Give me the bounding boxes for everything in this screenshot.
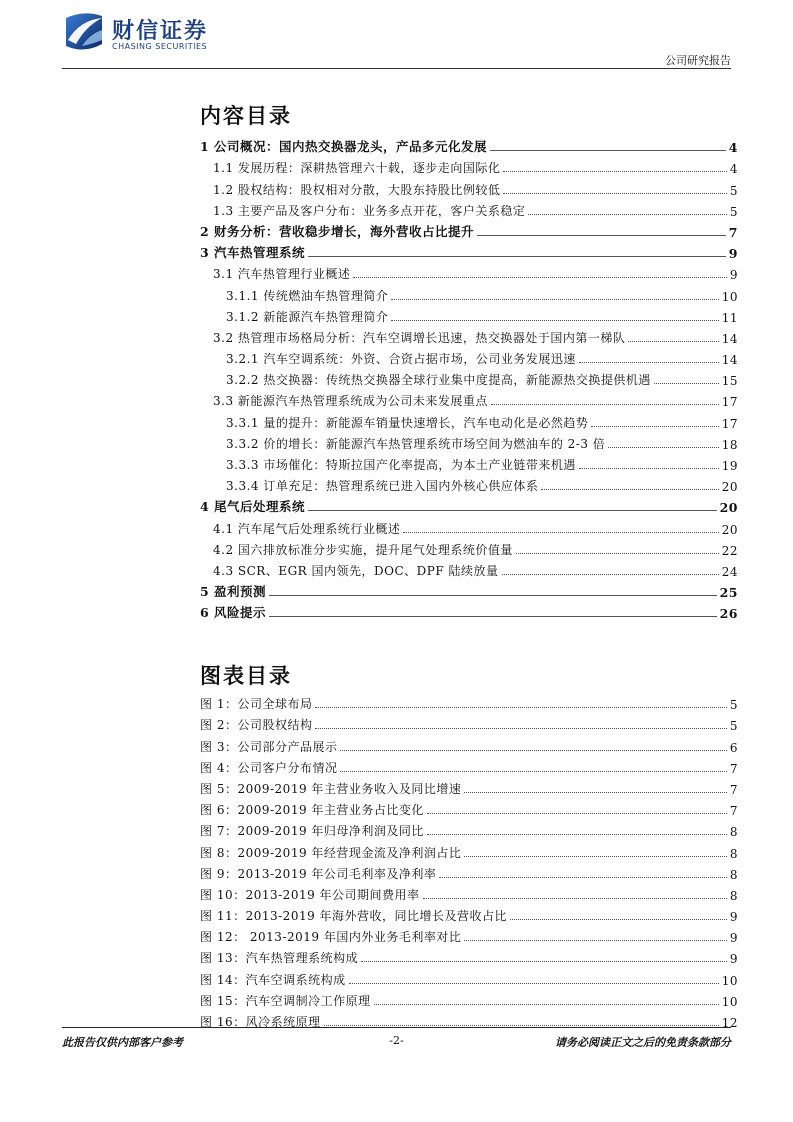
- dot-leader: [502, 574, 719, 575]
- chasing-securities-logo-icon: [62, 10, 106, 54]
- figure-entry-text: 图 14：汽车空调系统构成: [200, 972, 346, 987]
- toc-entry-text: 3.1.2 新能源汽车热管理简介: [226, 309, 389, 324]
- toc-entry-page: 25: [719, 585, 738, 601]
- dot-leader: [464, 940, 727, 941]
- toc-entry-page: 14: [721, 331, 738, 346]
- toc-entry[interactable]: [200, 515, 738, 536]
- dot-leader: [353, 277, 726, 278]
- dot-leader: [510, 919, 727, 920]
- table-of-contents: [200, 134, 738, 621]
- figure-entry[interactable]: [200, 903, 738, 924]
- toc-entry[interactable]: [200, 409, 738, 430]
- toc-entry[interactable]: [200, 134, 738, 155]
- toc-entry-text: 1.2 股权结构：股权相对分散，大股东持股比例较低: [213, 182, 501, 197]
- toc-entry-text: 3.2.2 热交换器：传统热交换器全球行业集中度提高，新能源热交换提供机遇: [226, 373, 651, 388]
- dot-leader: [308, 510, 717, 511]
- toc-entry[interactable]: [200, 176, 738, 197]
- toc-entry-page: 5: [729, 204, 738, 219]
- toc-entry-text: 3.3.2 价的增长：新能源汽车热管理系统市场空间为燃油车的 2-3 倍: [226, 436, 606, 451]
- figure-entry[interactable]: [200, 776, 738, 797]
- dot-leader: [490, 150, 726, 151]
- dot-leader: [340, 771, 726, 772]
- toc-entry[interactable]: [200, 325, 738, 346]
- toc-entry[interactable]: [200, 346, 738, 367]
- toc-entry-page: 20: [721, 522, 738, 537]
- figure-entry-page: 10: [721, 994, 738, 1009]
- figure-entry-text: 图 9：2013-2019 年公司毛利率及净利率: [200, 866, 437, 881]
- dot-leader: [269, 595, 717, 596]
- dot-leader: [491, 404, 719, 405]
- dot-leader: [579, 362, 719, 363]
- dot-leader: [324, 1025, 719, 1026]
- dot-leader: [503, 193, 726, 194]
- page-header: [0, 0, 793, 70]
- toc-entry-text: 4.3 SCR、EGR 国内领先，DOC、DPF 陆续放量: [213, 563, 499, 578]
- toc-entry-text: 4.2 国六排放标准分步实施，提升尾气处理系统价值量: [213, 542, 513, 557]
- footer-disclaimer-right: 请务必阅读正文之后的免责条款部分: [555, 1036, 731, 1049]
- figure-entry[interactable]: [200, 818, 738, 839]
- toc-entry-text: 6 风险提示: [200, 605, 267, 621]
- toc-entry[interactable]: [200, 600, 738, 621]
- dot-leader: [541, 489, 718, 490]
- report-type-label: 公司研究报告: [665, 54, 731, 67]
- figure-entry[interactable]: [200, 945, 738, 966]
- toc-entry-page: 9: [729, 268, 738, 283]
- logo-english-name: CHASING SECURITIES: [112, 42, 208, 51]
- toc-entry-page: 17: [721, 395, 738, 410]
- figure-entry[interactable]: [200, 861, 738, 882]
- figure-entry-page: 8: [729, 888, 738, 903]
- footer-disclaimer-left: 此报告仅供内部客户参考: [62, 1036, 183, 1049]
- toc-entry-page: 18: [721, 437, 738, 452]
- toc-entry[interactable]: [200, 304, 738, 325]
- toc-entry-text: 3.1 汽车热管理行业概述: [213, 267, 351, 282]
- toc-entry-page: 4: [729, 162, 738, 177]
- toc-entry-page: 26: [719, 606, 738, 622]
- toc-entry[interactable]: [200, 219, 738, 240]
- dot-leader: [579, 468, 719, 469]
- figure-entry-text: 图 15：汽车空调制冷工作原理: [200, 993, 371, 1008]
- toc-entry-text: 2 财务分析：营收稳步增长，海外营收占比提升: [200, 223, 475, 239]
- toc-entry[interactable]: [200, 282, 738, 303]
- toc-entry[interactable]: [200, 431, 738, 452]
- toc-entry-page: 14: [721, 353, 738, 368]
- dot-leader: [269, 616, 717, 617]
- figure-entry-text: 图 3：公司部分产品展示: [200, 739, 338, 754]
- figure-entry[interactable]: [200, 691, 738, 712]
- dot-leader: [464, 856, 726, 857]
- dot-leader: [315, 728, 726, 729]
- toc-entry[interactable]: [200, 494, 738, 515]
- figure-entry[interactable]: [200, 712, 738, 733]
- figure-entry-text: 图 7：2009-2019 年归母净利润及同比: [200, 824, 424, 839]
- figure-entry-page: 8: [729, 867, 738, 882]
- figure-entry[interactable]: [200, 924, 738, 945]
- figure-entry-page: 5: [729, 719, 738, 734]
- figure-entry-page: 6: [729, 740, 738, 755]
- dot-leader: [528, 214, 726, 215]
- dot-leader: [628, 341, 718, 342]
- toc-entry-text: 1 公司概况：国内热交换器龙头，产品多元化发展: [200, 139, 488, 155]
- dot-leader: [477, 235, 726, 236]
- dot-leader: [361, 961, 727, 962]
- figure-entry-text: 图 5：2009-2019 年主营业务收入及同比增速: [200, 781, 462, 796]
- toc-entry-page: 7: [728, 224, 738, 240]
- dot-leader: [427, 834, 727, 835]
- toc-entry[interactable]: [200, 579, 738, 600]
- toc-entry-page: 11: [721, 310, 738, 325]
- dot-leader: [340, 750, 726, 751]
- dot-leader: [391, 299, 718, 300]
- toc-entry-text: 5 盈利预测: [200, 584, 267, 600]
- page-number: -2-: [389, 1034, 404, 1047]
- dot-leader: [427, 813, 727, 814]
- toc-entry-text: 3.2 热管理市场格局分析：汽车空调增长迅速，热交换器处于国内第一梯队: [213, 330, 626, 345]
- dot-leader: [608, 447, 718, 448]
- toc-entry-text: 3.1.1 传统燃油车热管理简介: [226, 288, 389, 303]
- toc-entry-page: 20: [721, 480, 738, 495]
- figures-title: 图表目录: [200, 663, 292, 688]
- figure-entry-page: 9: [729, 910, 738, 925]
- toc-entry-text: 3 汽车热管理系统: [200, 245, 306, 261]
- toc-entry-text: 3.2.1 汽车空调系统：外资、合资占据市场，公司业务发展迅速: [226, 352, 576, 367]
- toc-entry-page: 9: [728, 246, 738, 262]
- dot-leader: [503, 171, 726, 172]
- figure-entry-text: 图 13：汽车热管理系统构成: [200, 951, 359, 966]
- dot-leader: [391, 320, 718, 321]
- toc-entry-page: 22: [721, 543, 738, 558]
- toc-entry-page: 17: [721, 416, 738, 431]
- figure-entry-page: 7: [729, 804, 738, 819]
- dot-leader: [654, 383, 719, 384]
- figure-entry[interactable]: [200, 733, 738, 754]
- toc-entry[interactable]: [200, 261, 738, 282]
- dot-leader: [403, 532, 718, 533]
- toc-entry-page: 10: [721, 289, 738, 304]
- figure-entry-text: 图 1：公司全球布局: [200, 697, 313, 712]
- figure-entry-text: 图 2：公司股权结构: [200, 718, 313, 733]
- dot-leader: [315, 707, 726, 708]
- toc-entry-page: 5: [729, 183, 738, 198]
- figure-entry-page: 5: [729, 698, 738, 713]
- toc-entry[interactable]: [200, 452, 738, 473]
- toc-entry-page: 15: [721, 374, 738, 389]
- figure-entry[interactable]: [200, 755, 738, 776]
- figure-entry[interactable]: [200, 797, 738, 818]
- figure-entry-text: 图 6：2009-2019 年主营业务占比变化: [200, 803, 424, 818]
- toc-entry[interactable]: [200, 240, 738, 261]
- toc-entry[interactable]: [200, 388, 738, 409]
- toc-entry[interactable]: [200, 537, 738, 558]
- figure-entry-page: 9: [729, 931, 738, 946]
- logo-chinese-name: 财信证券: [112, 19, 209, 44]
- dot-leader: [439, 877, 726, 878]
- toc-entry-text: 1.1 发展历程：深耕热管理六十载，逐步走向国际化: [213, 161, 501, 176]
- dot-leader: [516, 553, 719, 554]
- figure-entry-text: 图 11：2013-2019 年海外营收，同比增长及营收占比: [200, 909, 508, 924]
- toc-entry[interactable]: [200, 473, 738, 494]
- toc-entry-page: 4: [728, 140, 738, 156]
- dot-leader: [591, 426, 718, 427]
- toc-entry[interactable]: [200, 367, 738, 388]
- figure-entry-page: 12: [721, 1016, 738, 1030]
- toc-entry-text: 3.3.4 订单充足：热管理系统已进入国内外核心供应体系: [226, 479, 539, 494]
- toc-entry-page: 19: [721, 459, 738, 473]
- figure-entry-text: 图 16：风冷系统原理: [200, 1015, 321, 1029]
- toc-entry[interactable]: [200, 155, 738, 176]
- toc-title: 内容目录: [200, 103, 292, 128]
- figure-entry-text: 图 12： 2013-2019 年国内外业务毛利率对比: [200, 930, 462, 945]
- figure-entry-text: 图 4：公司客户分布情况: [200, 760, 338, 775]
- footer-divider: [62, 1027, 731, 1028]
- figure-entry-text: 图 10：2013-2019 年公司期间费用率: [200, 887, 420, 902]
- dot-leader: [349, 983, 719, 984]
- toc-entry-page: 24: [721, 564, 738, 579]
- toc-entry-page: 20: [719, 500, 738, 516]
- dot-leader: [374, 1004, 719, 1005]
- dot-leader: [423, 898, 727, 899]
- list-of-figures: [200, 691, 738, 1030]
- dot-leader: [464, 792, 726, 793]
- figure-entry-page: 7: [729, 782, 738, 797]
- toc-entry[interactable]: [200, 558, 738, 579]
- figure-entry[interactable]: [200, 882, 738, 903]
- toc-entry-text: 3.3.3 市场催化：特斯拉国产化率提高，为本土产业链带来机遇: [226, 458, 576, 472]
- dot-leader: [308, 256, 726, 257]
- figure-entry-page: 8: [729, 846, 738, 861]
- toc-entry-text: 4 尾气后处理系统: [200, 499, 306, 515]
- figure-entry-page: 8: [729, 825, 738, 840]
- toc-entry[interactable]: [200, 198, 738, 219]
- figure-entry-page: 9: [729, 952, 738, 967]
- figure-entry[interactable]: [200, 988, 738, 1009]
- toc-entry-text: 4.1 汽车尾气后处理系统行业概述: [213, 521, 401, 536]
- toc-entry-text: 3.3.1 量的提升：新能源车销量快速增长，汽车电动化是必然趋势: [226, 415, 589, 430]
- header-divider: [62, 68, 731, 69]
- figure-entry[interactable]: [200, 839, 738, 860]
- toc-entry-text: 1.3 主要产品及客户分布：业务多点开花，客户关系稳定: [213, 203, 526, 218]
- figure-entry-page: 7: [729, 761, 738, 776]
- figure-entry-text: 图 8：2009-2019 年经营现金流及净利润占比: [200, 845, 462, 860]
- figure-entry-page: 10: [721, 973, 738, 988]
- toc-entry-text: 3.3 新能源汽车热管理系统成为公司未来发展重点: [213, 394, 488, 409]
- figure-entry[interactable]: [200, 966, 738, 987]
